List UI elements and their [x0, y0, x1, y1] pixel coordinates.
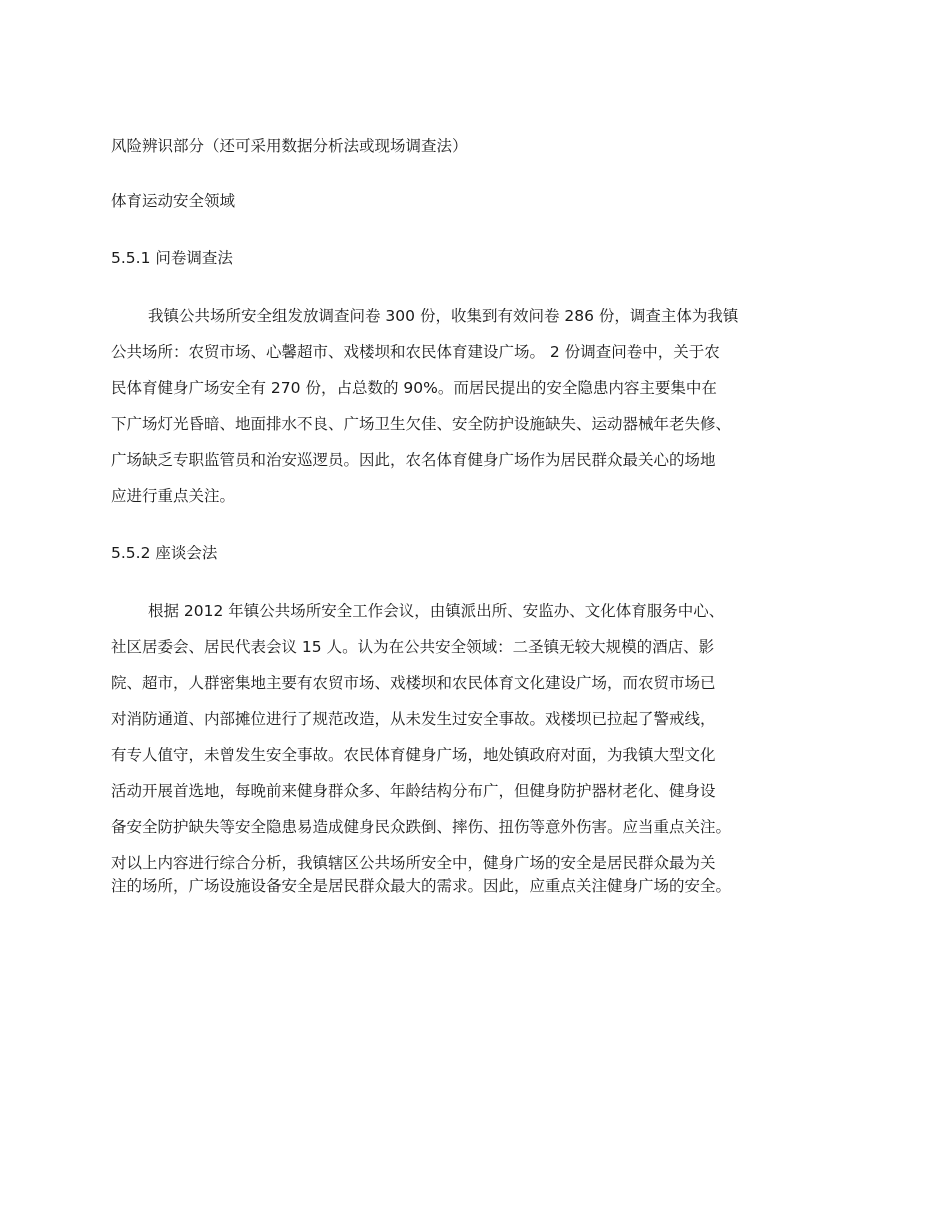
questionnaire-paragraph-line: 公共场所：农贸市场、心馨超市、戏楼坝和农民体育建设广场。 2 份调查问卷中，关于农: [111, 343, 720, 361]
questionnaire-paragraph-line: 民体育健身广场安全有 270 份，占总数的 90%。而居民提出的安全隐患内容主要集中在: [111, 379, 717, 397]
sports-safety-domain-heading: 体育运动安全领域: [111, 192, 236, 210]
risk-identification-heading: 风险辨识部分（还可采用数据分析法或现场调查法）: [111, 137, 468, 155]
analysis-paragraph-line: 对以上内容进行综合分析，我镇辖区公共场所安全中，健身广场的安全是居民群众最为关: [111, 854, 716, 872]
symposium-paragraph-line: 对消防通道、内部摊位进行了规范改造，从未发生过安全事故。戏楼坝已拉起了警戒线，: [111, 710, 716, 728]
questionnaire-paragraph-line: 广场缺乏专职监管员和治安巡逻员。因此，农名体育健身广场作为居民群众最关心的场地: [111, 451, 716, 469]
questionnaire-paragraph-line: 我镇公共场所安全组发放调查问卷 300 份，收集到有效问卷 286 份，调查主体为我镇: [148, 307, 739, 325]
symposium-paragraph-line: 院、超市，人群密集地主要有农贸市场、戏楼坝和农民体育文化建设广场，而农贸市场已: [111, 674, 716, 692]
symposium-paragraph-line: 备安全防护缺失等安全隐患易造成健身民众跌倒、摔伤、扭伤等意外伤害。应当重点关注。: [111, 818, 732, 836]
section-questionnaire-title: 5.5.1 问卷调查法: [111, 249, 233, 267]
questionnaire-paragraph-line: 应进行重点关注。: [111, 487, 236, 505]
symposium-paragraph-line: 社区居委会、居民代表会议 15 人。认为在公共安全领域：二圣镇无较大规模的酒店、影: [111, 638, 715, 656]
section-symposium-title: 5.5.2 座谈会法: [111, 544, 218, 562]
analysis-paragraph-line: 注的场所，广场设施设备安全是居民群众最大的需求。因此，应重点关注健身广场的安全。: [111, 877, 732, 895]
questionnaire-paragraph-line: 下广场灯光昏暗、地面排水不良、广场卫生欠佳、安全防护设施缺失、运动器械年老失修、: [111, 415, 732, 433]
symposium-paragraph-line: 活动开展首选地，每晚前来健身群众多、年龄结构分布广，但健身防护器材老化、健身设: [111, 782, 716, 800]
symposium-paragraph-line: 根据 2012 年镇公共场所安全工作会议，由镇派出所、安监办、文化体育服务中心、: [148, 602, 725, 620]
symposium-paragraph-line: 有专人值守，未曾发生安全事故。农民体育健身广场，地处镇政府对面，为我镇大型文化: [111, 746, 716, 764]
